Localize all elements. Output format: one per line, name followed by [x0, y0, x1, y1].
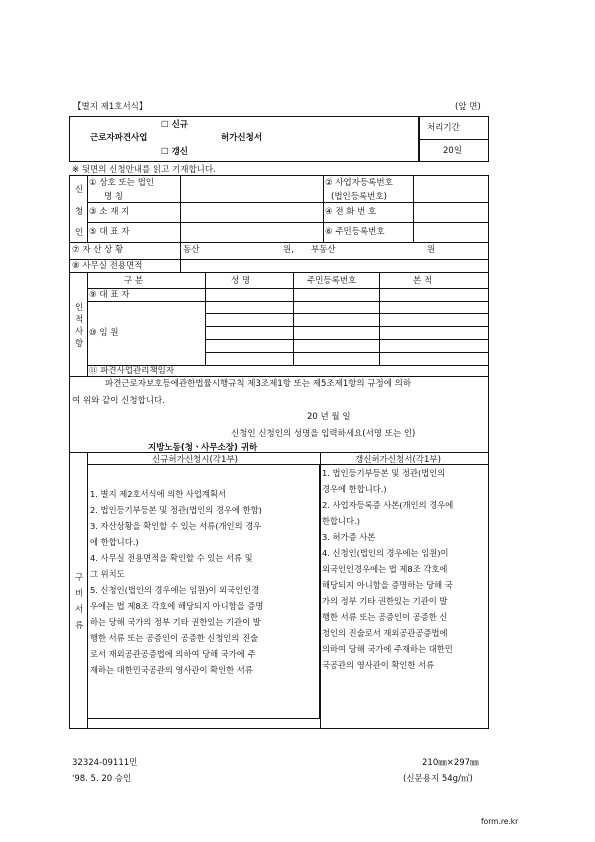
renew-doc-line: 경우에 한합니다.): [322, 484, 387, 494]
corp-reg-label: (법인등록번호): [331, 192, 387, 202]
personnel-manager-label: ⑪ 파견사업관리책임자: [89, 366, 175, 376]
header-resident-number: 주민등록번호: [307, 276, 357, 286]
office-area-label: ⑧ 사무실 전용면적: [72, 261, 143, 271]
personnel-side-label-1: 인: [75, 303, 84, 313]
won-unit-2: 원: [427, 245, 436, 255]
instruction-text: ※ 뒷면의 신청안내를 읽고 기재합니다.: [72, 165, 216, 175]
new-doc-line: 1. 별지 제2호서식에 의한 사업계획서: [90, 489, 226, 499]
processing-period-value: 20일: [443, 146, 463, 156]
source-watermark: form.re.kr: [481, 817, 519, 826]
new-license-docs-list: [90, 486, 318, 678]
paper-weight: (신문용지 54g/㎡): [403, 774, 473, 784]
new-doc-line: 재하는 대한민국공관의 영사관이 확인한 서류: [90, 665, 253, 675]
address-field[interactable]: [181, 203, 322, 221]
address-label: ③ 소 재 지: [89, 207, 130, 217]
option-renew[interactable]: ☐ 갱신: [161, 147, 189, 157]
personnel-officer-label: ⑩ 임 원: [89, 328, 119, 338]
form-number: 【별지 제1호서식】: [73, 102, 148, 112]
docs-side-label-2: 비: [75, 589, 84, 599]
approval-date: '98. 5. 20 승인: [72, 774, 132, 784]
new-license-docs-title: 신규허가신청시(각1부): [152, 455, 238, 465]
new-doc-line: 4. 사무실 전용면적을 확인할 수 있는 서류 및: [90, 553, 253, 563]
won-unit-1: 원,: [283, 245, 294, 255]
resident-number-field[interactable]: [414, 223, 488, 241]
personnel-side-label-3: 사: [75, 327, 84, 337]
personnel-side-label-4: 항: [75, 339, 84, 349]
new-doc-line: 하는 당해 국가의 정부 기타 권한있는 기관이 발: [90, 617, 261, 627]
company-name-field[interactable]: [181, 176, 322, 201]
phone-label: ④ 전 화 번 호: [325, 207, 377, 217]
form-code: 32324-09111민: [72, 758, 138, 768]
company-name-label: ① 상호 또는 법인: [89, 178, 154, 188]
docs-side-label-3: 서: [75, 605, 84, 615]
renewal-docs-title: 갱신허가신청서(각1부): [355, 455, 441, 465]
new-doc-line: 로서 재외공관공증법에 의하여 당해 국가에 주: [90, 649, 256, 659]
new-doc-line: 5. 신청인(법인의 경우에는 임원)이 외국인인경: [90, 585, 260, 595]
business-reg-field[interactable]: [414, 176, 488, 201]
applicant-side-label-1: 신: [75, 185, 84, 195]
renewal-docs-list: [322, 465, 488, 673]
processing-period-label: 처리기간: [427, 123, 460, 133]
renew-doc-line: 행한 서류 또는 공증인이 공증한 신: [322, 612, 448, 622]
renew-doc-line: 3. 허가증 사본: [322, 532, 376, 542]
new-doc-line: 행한 서류 또는 공증인이 공증한 신청인의 진술: [90, 633, 259, 643]
docs-side-label-4: 류: [75, 621, 84, 631]
docs-side-label-1: 구: [75, 573, 84, 583]
personnel-rep-label: ⑨ 대 표 자: [89, 290, 130, 300]
representative-field[interactable]: [181, 223, 322, 241]
renew-doc-line: 가의 정부 기타 권한있는 기관이 발: [322, 596, 448, 606]
header-name: 성 명: [231, 276, 251, 286]
header-domicile: 본 적: [413, 276, 433, 286]
new-doc-line: 에 한합니다.): [90, 537, 139, 547]
renew-doc-line: 외국인인경우에는 법 제8조 각호에: [322, 564, 448, 574]
applicant-side-label-2: 청: [75, 207, 84, 217]
real-estate-label: 부동산: [311, 245, 336, 255]
new-doc-line: 그 위치도: [90, 569, 125, 579]
page-side-label: (앞 면): [455, 102, 481, 112]
new-doc-line: 2. 법인등기부등본 및 정관(법인의 경우에 한함): [90, 505, 262, 515]
movable-assets-label: 동산: [183, 245, 200, 255]
date-line: 20 년 월 일: [307, 412, 351, 422]
paper-size: 210㎜×297㎜: [422, 758, 479, 768]
recipient-line: 지방노동(청ㆍ사무소장) 귀하: [148, 443, 258, 453]
form-title-left: 근로자파견사업: [90, 133, 148, 143]
renew-doc-line: 국공관의 영사관이 확인한 서류: [322, 660, 435, 670]
applicant-side-label-3: 인: [75, 228, 84, 238]
declaration-line-2: 여 위와 같이 신청합니다.: [72, 396, 165, 406]
assets-label: ⑦ 자 산 상 황: [72, 245, 124, 255]
renew-doc-line: 청인의 진술로서 재외공관공증법에: [322, 628, 448, 638]
phone-field[interactable]: [414, 203, 488, 221]
header-category: 구 분: [124, 276, 144, 286]
personnel-side-label-2: 적: [75, 315, 84, 325]
new-doc-line: 3. 자산상황을 확인할 수 있는 서류(개인의 경우: [90, 521, 262, 531]
business-reg-label: ② 사업자등록번호: [325, 178, 393, 188]
renew-doc-line: 1. 법인등기부등본 및 정관(법인의: [322, 468, 446, 478]
new-doc-line: 우에는 법 제8조 각호에 해당되지 아니함을 증명: [90, 601, 264, 611]
option-new[interactable]: ☐ 신규: [161, 120, 189, 130]
renew-doc-line: 4. 신청인(법인의 경우에는 임원)이: [322, 548, 449, 558]
renew-doc-line: 의하여 당해 국가에 주재하는 대한민: [322, 644, 453, 654]
renew-doc-line: 해당되지 아니함을 증명하는 당해 국: [322, 580, 453, 590]
applicant-signature[interactable]: 신청인 신청인의 성명을 입력하세요(서명 또는 인): [231, 429, 416, 439]
form-title-right: 허가신청서: [221, 133, 263, 143]
declaration-line-1: 파견근로자보호등에관한법률시행규칙 제3조제1항 또는 제5조제1항의 규정에 의하: [105, 379, 412, 389]
renew-doc-line: 한합니다.): [322, 516, 360, 526]
representative-label: ⑤ 대 표 자: [89, 227, 130, 237]
company-name-label-cont: 명 칭: [104, 192, 124, 202]
renew-doc-line: 2. 사업자등록증 사본(개인의 경우에: [322, 500, 454, 510]
resident-number-label: ⑥ 주민등록번호: [325, 227, 385, 237]
office-area-field[interactable]: [181, 260, 488, 271]
